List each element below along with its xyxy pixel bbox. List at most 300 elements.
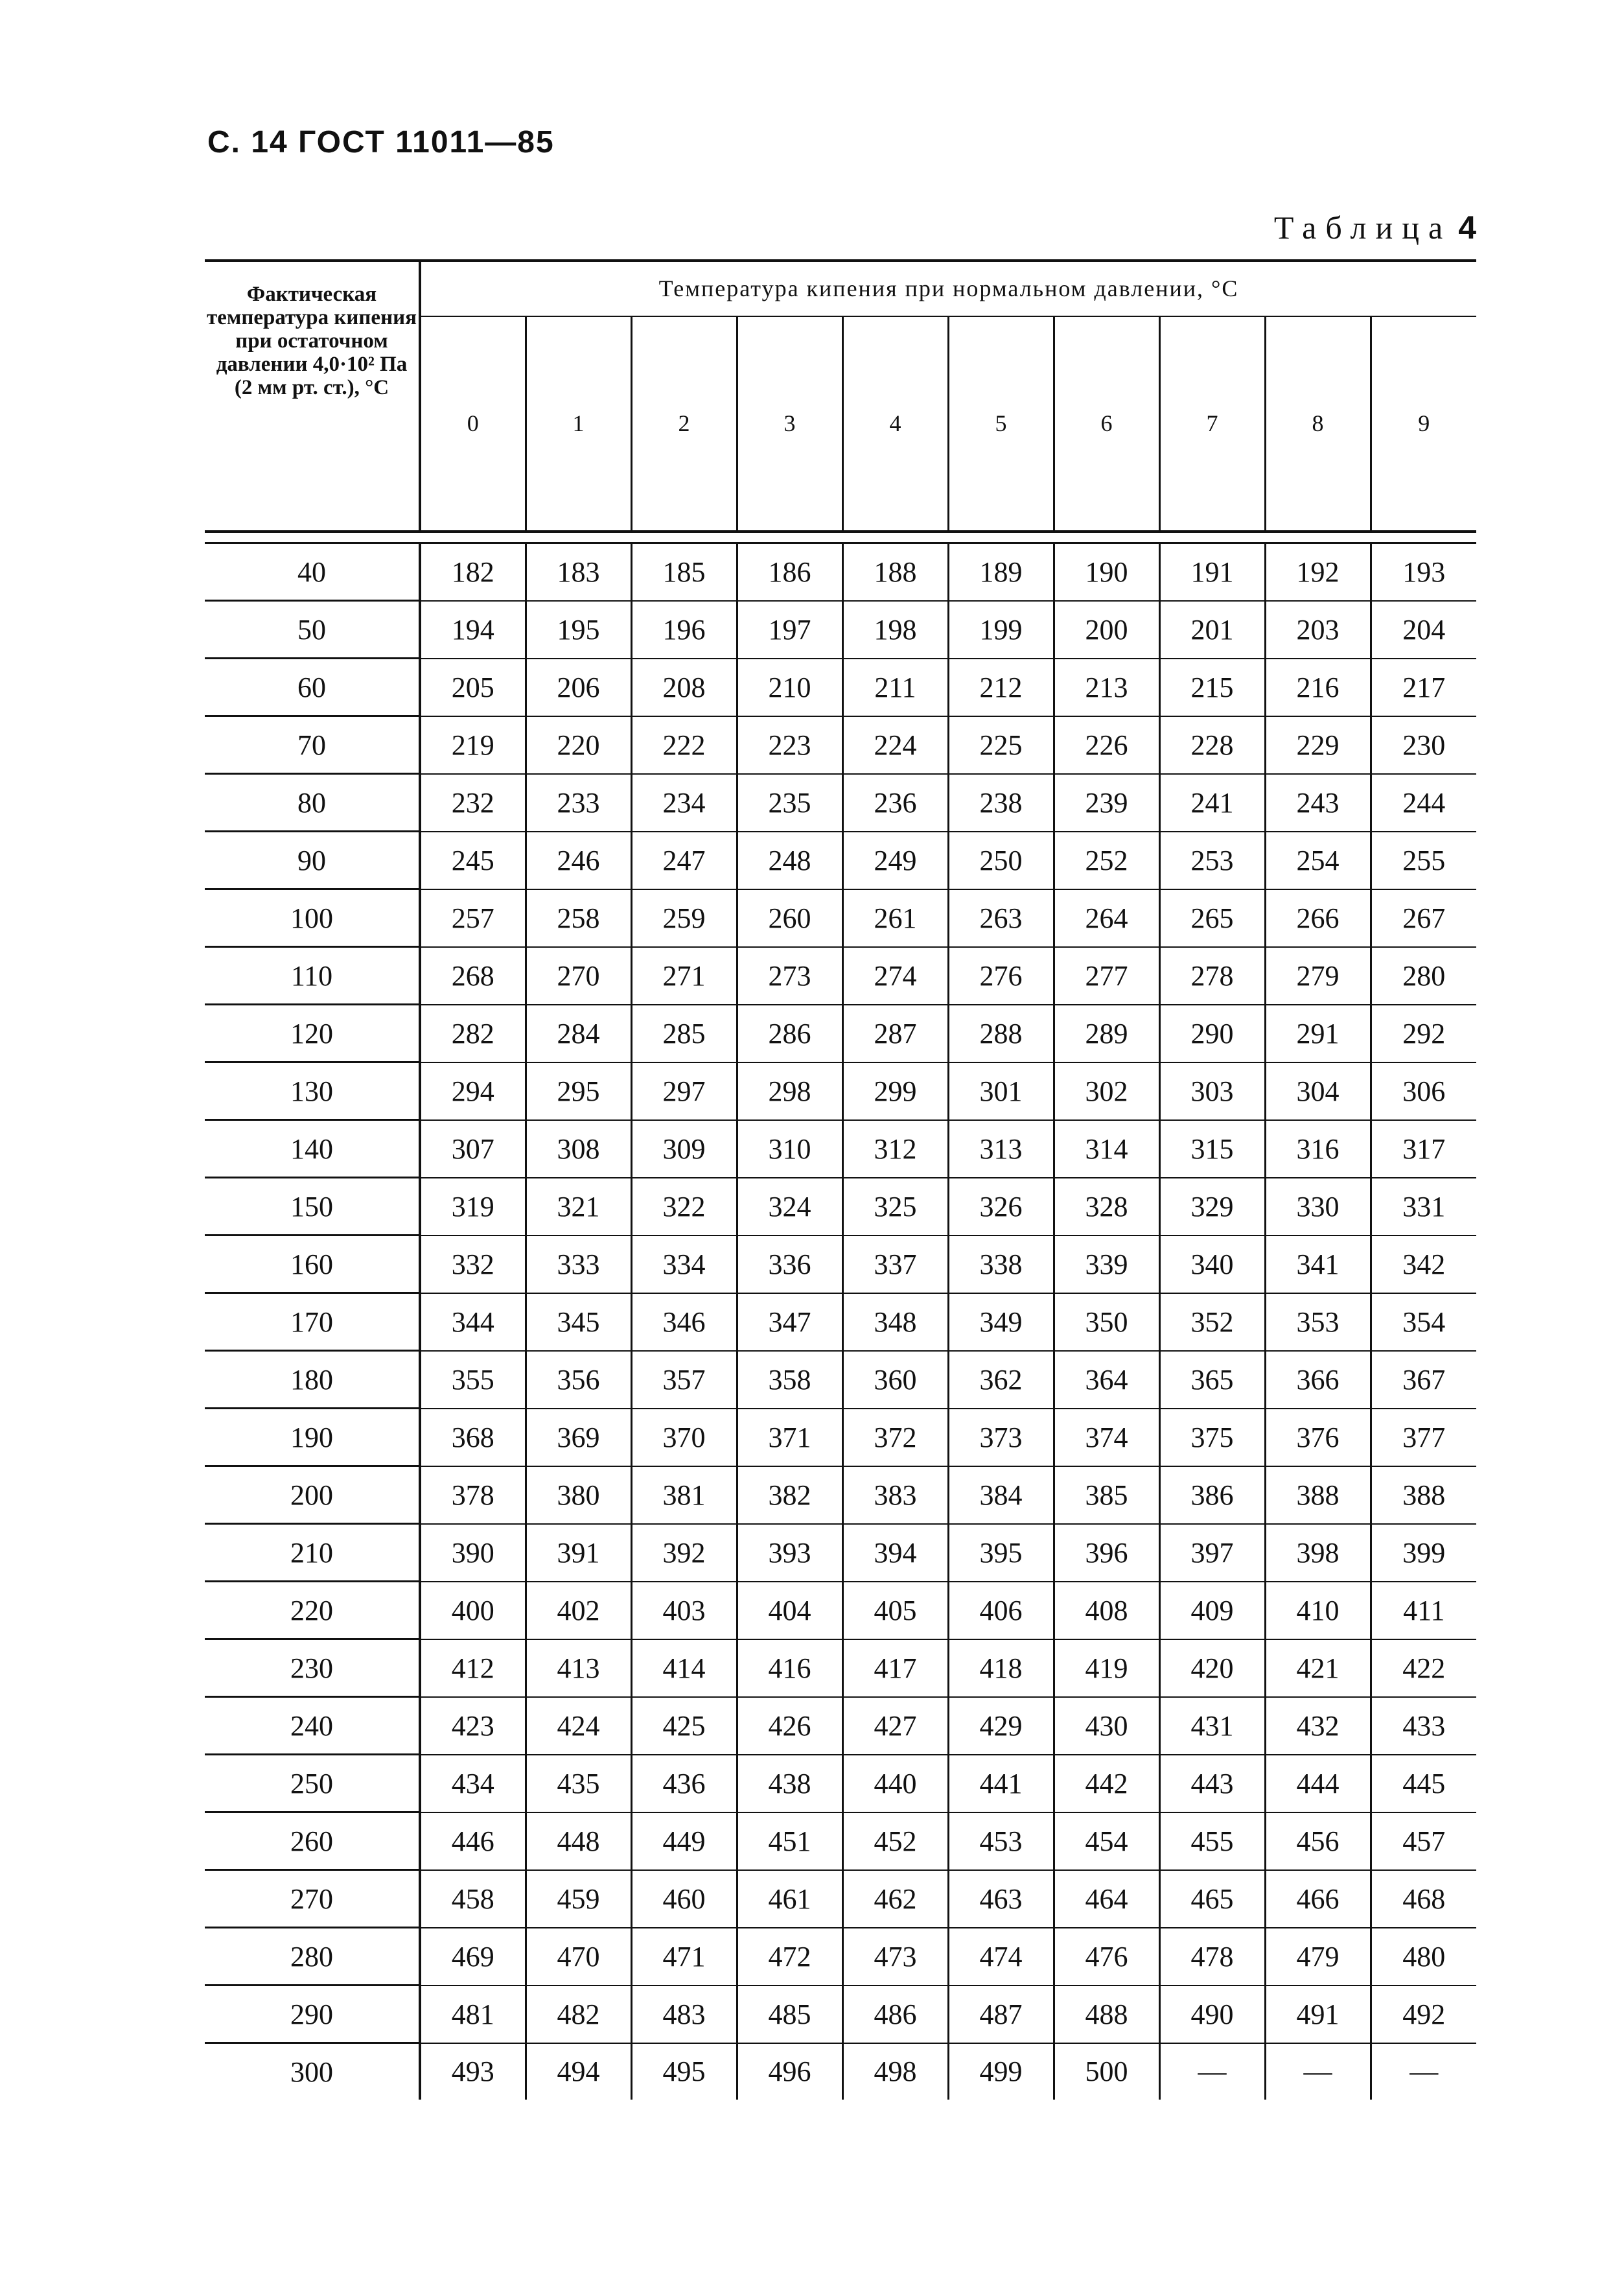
table-cell: 494 bbox=[526, 2043, 631, 2100]
table-cell: 333 bbox=[526, 1236, 631, 1293]
table-cell: 426 bbox=[737, 1697, 842, 1755]
table-row bbox=[205, 1120, 1476, 1178]
table-cell: 472 bbox=[737, 1928, 842, 1986]
table-cell: 206 bbox=[526, 659, 631, 716]
row-label: 220 bbox=[205, 1582, 420, 1639]
table-cell: 236 bbox=[842, 774, 948, 832]
table-row bbox=[205, 659, 1476, 716]
table-cell: 473 bbox=[842, 1928, 948, 1986]
table-cell: 485 bbox=[737, 1986, 842, 2043]
row-label: 150 bbox=[205, 1178, 420, 1236]
table-cell: 375 bbox=[1159, 1409, 1265, 1466]
table-cell: 246 bbox=[526, 832, 631, 889]
table-cell: 270 bbox=[526, 947, 631, 1005]
table-cell: 466 bbox=[1265, 1870, 1371, 1928]
table-cell: 376 bbox=[1265, 1409, 1371, 1466]
table-cell: 219 bbox=[420, 716, 526, 774]
table-cell: 405 bbox=[842, 1582, 948, 1639]
table-cell: 182 bbox=[420, 543, 526, 601]
table-cell: 274 bbox=[842, 947, 948, 1005]
table-cell: 500 bbox=[1054, 2043, 1159, 2100]
table-cell: 258 bbox=[526, 889, 631, 947]
table-cell: 474 bbox=[948, 1928, 1054, 1986]
table-cell: 368 bbox=[420, 1409, 526, 1466]
table-cell: 419 bbox=[1054, 1639, 1159, 1697]
table-cell: 188 bbox=[842, 543, 948, 601]
table-cell: 195 bbox=[526, 601, 631, 659]
table-row bbox=[205, 947, 1476, 1005]
table-cell: 488 bbox=[1054, 1986, 1159, 2043]
table-row bbox=[205, 1293, 1476, 1351]
row-label: 190 bbox=[205, 1409, 420, 1466]
table-cell: 342 bbox=[1371, 1236, 1476, 1293]
table-cell: 427 bbox=[842, 1697, 948, 1755]
table-cell: 249 bbox=[842, 832, 948, 889]
table-cell: 239 bbox=[1054, 774, 1159, 832]
table-cell: 225 bbox=[948, 716, 1054, 774]
table-cell: 456 bbox=[1265, 1812, 1371, 1870]
row-label: 200 bbox=[205, 1466, 420, 1524]
table-cell: 434 bbox=[420, 1755, 526, 1812]
table-cell: 395 bbox=[948, 1524, 1054, 1582]
table-cell: 198 bbox=[842, 601, 948, 659]
table-cell: 493 bbox=[420, 2043, 526, 2100]
table-cell: 267 bbox=[1371, 889, 1476, 947]
table-cell: 268 bbox=[420, 947, 526, 1005]
table-row bbox=[205, 1928, 1476, 1986]
boiling-point-table bbox=[205, 259, 1476, 2100]
table-cell: 303 bbox=[1159, 1062, 1265, 1120]
table-cell: 353 bbox=[1265, 1293, 1371, 1351]
table-cell: 301 bbox=[948, 1062, 1054, 1120]
table-cell: 282 bbox=[420, 1005, 526, 1062]
table-caption bbox=[1274, 209, 1476, 246]
table-cell: 304 bbox=[1265, 1062, 1371, 1120]
table-cell: 345 bbox=[526, 1293, 631, 1351]
table-cell: 458 bbox=[420, 1870, 526, 1928]
row-label: 250 bbox=[205, 1755, 420, 1812]
table-cell: 364 bbox=[1054, 1351, 1159, 1409]
table-cell: 319 bbox=[420, 1178, 526, 1236]
table-cell: 404 bbox=[737, 1582, 842, 1639]
table-cell: 423 bbox=[420, 1697, 526, 1755]
table-row bbox=[205, 1062, 1476, 1120]
table-cell: 280 bbox=[1371, 947, 1476, 1005]
page-header: С. 14 ГОСТ 11011—85 bbox=[207, 125, 555, 159]
table-cell: 224 bbox=[842, 716, 948, 774]
table-row bbox=[205, 601, 1476, 659]
table-cell: 302 bbox=[1054, 1062, 1159, 1120]
table-cell: 371 bbox=[737, 1409, 842, 1466]
table-cell: 457 bbox=[1371, 1812, 1476, 1870]
table-cell: 344 bbox=[420, 1293, 526, 1351]
table-cell: 193 bbox=[1371, 543, 1476, 601]
table-cell: 212 bbox=[948, 659, 1054, 716]
table-cell: 297 bbox=[631, 1062, 737, 1120]
table-cell: 366 bbox=[1265, 1351, 1371, 1409]
table-cell: 424 bbox=[526, 1697, 631, 1755]
table-cell: 442 bbox=[1054, 1755, 1159, 1812]
table-cell: 420 bbox=[1159, 1639, 1265, 1697]
table-cell: 491 bbox=[1265, 1986, 1371, 2043]
row-label: 170 bbox=[205, 1293, 420, 1351]
table-row bbox=[205, 1639, 1476, 1697]
table-row bbox=[205, 543, 1476, 601]
table-cell: 279 bbox=[1265, 947, 1371, 1005]
table-cell: 334 bbox=[631, 1236, 737, 1293]
table-cell: 390 bbox=[420, 1524, 526, 1582]
table-cell: 377 bbox=[1371, 1409, 1476, 1466]
table-cell: 260 bbox=[737, 889, 842, 947]
row-label: 230 bbox=[205, 1639, 420, 1697]
row-label: 110 bbox=[205, 947, 420, 1005]
table-cell: 309 bbox=[631, 1120, 737, 1178]
table-cell: 453 bbox=[948, 1812, 1054, 1870]
table-cell: 205 bbox=[420, 659, 526, 716]
table-cell: 396 bbox=[1054, 1524, 1159, 1582]
column-header-3: 3 bbox=[737, 316, 842, 532]
table-cell: 440 bbox=[842, 1755, 948, 1812]
table-cell: 400 bbox=[420, 1582, 526, 1639]
row-label: 50 bbox=[205, 601, 420, 659]
column-header-1: 1 bbox=[526, 316, 631, 532]
row-label: 40 bbox=[205, 543, 420, 601]
table-cell: 201 bbox=[1159, 601, 1265, 659]
table-cell: 215 bbox=[1159, 659, 1265, 716]
table-cell: 462 bbox=[842, 1870, 948, 1928]
column-header-7: 7 bbox=[1159, 316, 1265, 532]
table-cell: 337 bbox=[842, 1236, 948, 1293]
table-row bbox=[205, 889, 1476, 947]
table-cell: 288 bbox=[948, 1005, 1054, 1062]
table-cell: 461 bbox=[737, 1870, 842, 1928]
table-cell: 495 bbox=[631, 2043, 737, 2100]
table-cell: 250 bbox=[948, 832, 1054, 889]
table-cell: 259 bbox=[631, 889, 737, 947]
table-cell: 294 bbox=[420, 1062, 526, 1120]
table-cell: 339 bbox=[1054, 1236, 1159, 1293]
table-row bbox=[205, 1236, 1476, 1293]
table-cell: 354 bbox=[1371, 1293, 1476, 1351]
table-cell: 289 bbox=[1054, 1005, 1159, 1062]
table-cell: 370 bbox=[631, 1409, 737, 1466]
table-cell: 211 bbox=[842, 659, 948, 716]
table-row bbox=[205, 774, 1476, 832]
table-caption-number: 4 bbox=[1458, 209, 1476, 246]
table-cell: 356 bbox=[526, 1351, 631, 1409]
table-cell: 324 bbox=[737, 1178, 842, 1236]
table-cell: 355 bbox=[420, 1351, 526, 1409]
table-cell: 222 bbox=[631, 716, 737, 774]
row-label: 130 bbox=[205, 1062, 420, 1120]
table-cell: 329 bbox=[1159, 1178, 1265, 1236]
table-cell: 436 bbox=[631, 1755, 737, 1812]
table-cell: 229 bbox=[1265, 716, 1371, 774]
table-cell: 435 bbox=[526, 1755, 631, 1812]
table-cell: 476 bbox=[1054, 1928, 1159, 1986]
row-label: 90 bbox=[205, 832, 420, 889]
table-cell: 285 bbox=[631, 1005, 737, 1062]
table-cell: 315 bbox=[1159, 1120, 1265, 1178]
row-label: 290 bbox=[205, 1986, 420, 2043]
table-cell: 480 bbox=[1371, 1928, 1476, 1986]
table-cell: 340 bbox=[1159, 1236, 1265, 1293]
table-cell: 432 bbox=[1265, 1697, 1371, 1755]
table-cell: 403 bbox=[631, 1582, 737, 1639]
table-cell: 398 bbox=[1265, 1524, 1371, 1582]
row-label: 70 bbox=[205, 716, 420, 774]
table-cell: 451 bbox=[737, 1812, 842, 1870]
column-header-5: 5 bbox=[948, 316, 1054, 532]
table-cell: 374 bbox=[1054, 1409, 1159, 1466]
row-label: 210 bbox=[205, 1524, 420, 1582]
table-cell: 385 bbox=[1054, 1466, 1159, 1524]
table-cell: 255 bbox=[1371, 832, 1476, 889]
table-cell: 410 bbox=[1265, 1582, 1371, 1639]
table-cell: 381 bbox=[631, 1466, 737, 1524]
table-row bbox=[205, 1524, 1476, 1582]
table-cell: 347 bbox=[737, 1293, 842, 1351]
column-header-4: 4 bbox=[842, 316, 948, 532]
table-cell: 402 bbox=[526, 1582, 631, 1639]
table-cell: 254 bbox=[1265, 832, 1371, 889]
table-cell: 360 bbox=[842, 1351, 948, 1409]
table-cell: 358 bbox=[737, 1351, 842, 1409]
table-cell: 452 bbox=[842, 1812, 948, 1870]
table-cell: 383 bbox=[842, 1466, 948, 1524]
table-cell: 463 bbox=[948, 1870, 1054, 1928]
table-cell: 382 bbox=[737, 1466, 842, 1524]
table-row bbox=[205, 1351, 1476, 1409]
table-cell: 247 bbox=[631, 832, 737, 889]
row-label: 140 bbox=[205, 1120, 420, 1178]
stub-header: Фактическая температура кипения при остаточном давлении 4,0·10² Па (2 мм рт. ст.), °С bbox=[205, 261, 420, 532]
table-cell: 392 bbox=[631, 1524, 737, 1582]
table-cell: — bbox=[1409, 2056, 1439, 2088]
table-cell: 425 bbox=[631, 1697, 737, 1755]
table-cell: 449 bbox=[631, 1812, 737, 1870]
table-cell: 421 bbox=[1265, 1639, 1371, 1697]
table-cell: 273 bbox=[737, 947, 842, 1005]
table-cell: 391 bbox=[526, 1524, 631, 1582]
table-cell: 292 bbox=[1371, 1005, 1476, 1062]
table-cell: 386 bbox=[1159, 1466, 1265, 1524]
column-header-8: 8 bbox=[1265, 316, 1371, 532]
table-cell: 469 bbox=[420, 1928, 526, 1986]
table-row bbox=[205, 832, 1476, 889]
table-cell: 468 bbox=[1371, 1870, 1476, 1928]
table-row bbox=[205, 1697, 1476, 1755]
table-cell: 446 bbox=[420, 1812, 526, 1870]
table-cell: 349 bbox=[948, 1293, 1054, 1351]
table-cell: 313 bbox=[948, 1120, 1054, 1178]
table-cell: 481 bbox=[420, 1986, 526, 2043]
table-cell: 314 bbox=[1054, 1120, 1159, 1178]
table-cell: 317 bbox=[1371, 1120, 1476, 1178]
table-cell: 380 bbox=[526, 1466, 631, 1524]
table-cell: 490 bbox=[1159, 1986, 1265, 2043]
row-label: 280 bbox=[205, 1928, 420, 1986]
table-cell: 369 bbox=[526, 1409, 631, 1466]
table-cell: 220 bbox=[526, 716, 631, 774]
table-cell: 197 bbox=[737, 601, 842, 659]
table-cell: 245 bbox=[420, 832, 526, 889]
table-cell: 433 bbox=[1371, 1697, 1476, 1755]
table-cell: 204 bbox=[1371, 601, 1476, 659]
row-label: 260 bbox=[205, 1812, 420, 1870]
table-cell: 200 bbox=[1054, 601, 1159, 659]
table-cell: 185 bbox=[631, 543, 737, 601]
row-label: 270 bbox=[205, 1870, 420, 1928]
table-cell: 465 bbox=[1159, 1870, 1265, 1928]
table-cell: 479 bbox=[1265, 1928, 1371, 1986]
table-cell: 362 bbox=[948, 1351, 1054, 1409]
table-cell: 257 bbox=[420, 889, 526, 947]
table-cell: 409 bbox=[1159, 1582, 1265, 1639]
table-cell: 216 bbox=[1265, 659, 1371, 716]
table-cell: 264 bbox=[1054, 889, 1159, 947]
table-cell: 448 bbox=[526, 1812, 631, 1870]
table-cell: 192 bbox=[1265, 543, 1371, 601]
table-cell: 365 bbox=[1159, 1351, 1265, 1409]
table-cell: 298 bbox=[737, 1062, 842, 1120]
table-cell: 384 bbox=[948, 1466, 1054, 1524]
table-cell: 190 bbox=[1054, 543, 1159, 601]
table-cell: 492 bbox=[1371, 1986, 1476, 2043]
table-cell: 278 bbox=[1159, 947, 1265, 1005]
table-row bbox=[205, 1986, 1476, 2043]
column-header-9: 9 bbox=[1418, 410, 1430, 437]
table-cell: 210 bbox=[737, 659, 842, 716]
table-cell: 308 bbox=[526, 1120, 631, 1178]
table-row bbox=[205, 1870, 1476, 1928]
table-cell: 455 bbox=[1159, 1812, 1265, 1870]
table-cell: 189 bbox=[948, 543, 1054, 601]
table-cell: 217 bbox=[1371, 659, 1476, 716]
table-cell: 196 bbox=[631, 601, 737, 659]
table-cell: 233 bbox=[526, 774, 631, 832]
table-cell: 271 bbox=[631, 947, 737, 1005]
table-cell: 444 bbox=[1265, 1755, 1371, 1812]
table-cell: 454 bbox=[1054, 1812, 1159, 1870]
table-cell: 367 bbox=[1371, 1351, 1476, 1409]
table-cell: 422 bbox=[1371, 1639, 1476, 1697]
column-header-6: 6 bbox=[1054, 316, 1159, 532]
table-cell: 483 bbox=[631, 1986, 737, 2043]
table-cell: 203 bbox=[1265, 601, 1371, 659]
table-cell: 232 bbox=[420, 774, 526, 832]
table-cell: 191 bbox=[1159, 543, 1265, 601]
table-cell: 316 bbox=[1265, 1120, 1371, 1178]
table-caption-word: Таблица bbox=[1273, 209, 1452, 246]
table-cell: 276 bbox=[948, 947, 1054, 1005]
table-cell: 228 bbox=[1159, 716, 1265, 774]
row-label: 80 bbox=[205, 774, 420, 832]
table-cell: 418 bbox=[948, 1639, 1054, 1697]
table-cell: 478 bbox=[1159, 1928, 1265, 1986]
table-cell: 388 bbox=[1265, 1466, 1371, 1524]
column-header-0: 0 bbox=[420, 316, 526, 532]
table-head bbox=[205, 261, 1476, 532]
table-cell: 307 bbox=[420, 1120, 526, 1178]
table-cell: 265 bbox=[1159, 889, 1265, 947]
table-cell: 290 bbox=[1159, 1005, 1265, 1062]
table-row bbox=[205, 2043, 1476, 2100]
table-cell: 183 bbox=[526, 543, 631, 601]
table-cell: 241 bbox=[1159, 774, 1265, 832]
table-cell: 338 bbox=[948, 1236, 1054, 1293]
table-cell: 443 bbox=[1159, 1755, 1265, 1812]
table-cell: 310 bbox=[737, 1120, 842, 1178]
row-label: 100 bbox=[205, 889, 420, 947]
table-cell: — bbox=[1159, 2043, 1265, 2100]
table-row bbox=[205, 1005, 1476, 1062]
table-cell: 226 bbox=[1054, 716, 1159, 774]
table-cell: 253 bbox=[1159, 832, 1265, 889]
table-cell: 248 bbox=[737, 832, 842, 889]
table-cell: 299 bbox=[842, 1062, 948, 1120]
table-cell: 330 bbox=[1265, 1178, 1371, 1236]
table-cell: 413 bbox=[526, 1639, 631, 1697]
table-row bbox=[205, 1409, 1476, 1466]
table-cell: 194 bbox=[420, 601, 526, 659]
table-cell: 341 bbox=[1265, 1236, 1371, 1293]
table-cell: 378 bbox=[420, 1466, 526, 1524]
table-cell: 286 bbox=[737, 1005, 842, 1062]
table-cell: 284 bbox=[526, 1005, 631, 1062]
table-cell: 325 bbox=[842, 1178, 948, 1236]
table-cell: 321 bbox=[526, 1178, 631, 1236]
table-cell: 199 bbox=[948, 601, 1054, 659]
table-cell: 441 bbox=[948, 1755, 1054, 1812]
row-label: 120 bbox=[205, 1005, 420, 1062]
table-cell: 213 bbox=[1054, 659, 1159, 716]
table-cell: 326 bbox=[948, 1178, 1054, 1236]
table-cell: — bbox=[1265, 2043, 1371, 2100]
table-cell: 372 bbox=[842, 1409, 948, 1466]
table-cell: 230 bbox=[1371, 716, 1476, 774]
table-cell: 496 bbox=[737, 2043, 842, 2100]
table-cell: 397 bbox=[1159, 1524, 1265, 1582]
table-row bbox=[205, 1812, 1476, 1870]
table-body bbox=[205, 532, 1476, 2100]
group-header: Температура кипения при нормальном давлении, °С bbox=[420, 261, 1476, 316]
row-label: 300 bbox=[205, 2043, 420, 2100]
table-cell: 499 bbox=[948, 2043, 1054, 2100]
table-cell: 352 bbox=[1159, 1293, 1265, 1351]
row-label: 180 bbox=[205, 1351, 420, 1409]
table-cell: 322 bbox=[631, 1178, 737, 1236]
table-row bbox=[205, 1466, 1476, 1524]
table-cell: 399 bbox=[1371, 1524, 1476, 1582]
table-cell: 429 bbox=[948, 1697, 1054, 1755]
table-row bbox=[205, 1755, 1476, 1812]
row-label: 240 bbox=[205, 1697, 420, 1755]
table-cell: 394 bbox=[842, 1524, 948, 1582]
table-cell: 244 bbox=[1371, 774, 1476, 832]
table-cell: 460 bbox=[631, 1870, 737, 1928]
table-cell: 287 bbox=[842, 1005, 948, 1062]
table-cell: 346 bbox=[631, 1293, 737, 1351]
table-cell: 393 bbox=[737, 1524, 842, 1582]
table-cell: 487 bbox=[948, 1986, 1054, 2043]
table-cell: 431 bbox=[1159, 1697, 1265, 1755]
table-row bbox=[205, 1582, 1476, 1639]
row-label: 60 bbox=[205, 659, 420, 716]
table-cell: 464 bbox=[1054, 1870, 1159, 1928]
table-cell: 266 bbox=[1265, 889, 1371, 947]
table-cell: 306 bbox=[1371, 1062, 1476, 1120]
